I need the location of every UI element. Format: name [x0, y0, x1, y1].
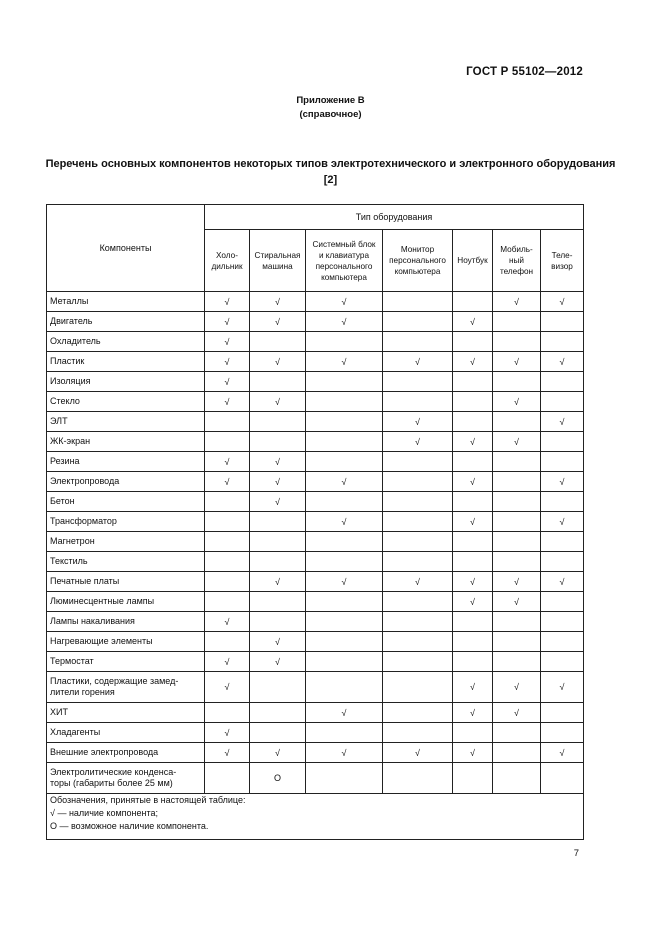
mark-cell: √ — [453, 352, 493, 372]
mark-cell: √ — [453, 743, 493, 763]
mark-cell — [383, 392, 453, 412]
mark-cell: √ — [205, 292, 250, 312]
component-name: ЖК-экран — [47, 432, 205, 452]
component-name: Текстиль — [47, 552, 205, 572]
mark-cell — [541, 552, 584, 572]
component-name: Лампы накаливания — [47, 612, 205, 632]
mark-cell: √ — [250, 652, 306, 672]
mark-cell — [493, 472, 541, 492]
table-row — [47, 763, 584, 794]
mark-cell: √ — [383, 572, 453, 592]
mark-cell — [493, 612, 541, 632]
component-name: Хладагенты — [47, 723, 205, 743]
mark-cell — [306, 392, 383, 412]
mark-cell: √ — [205, 392, 250, 412]
mark-cell — [205, 512, 250, 532]
mark-cell — [383, 552, 453, 572]
table-row — [47, 723, 584, 743]
mark-cell — [541, 532, 584, 552]
mark-cell — [205, 492, 250, 512]
mark-cell: √ — [541, 572, 584, 592]
mark-cell — [453, 723, 493, 743]
mark-cell — [383, 763, 453, 794]
mark-cell — [453, 332, 493, 352]
mark-cell — [493, 492, 541, 512]
mark-cell: √ — [250, 352, 306, 372]
mark-cell — [541, 592, 584, 612]
mark-cell — [541, 632, 584, 652]
table-row — [47, 492, 584, 512]
mark-cell — [250, 672, 306, 703]
mark-cell — [383, 652, 453, 672]
mark-cell — [383, 632, 453, 652]
mark-cell: √ — [306, 352, 383, 372]
component-name: Резина — [47, 452, 205, 472]
mark-cell: √ — [250, 312, 306, 332]
legend-item-present: √ — наличие компонента; — [50, 808, 158, 818]
component-name: Электропровода — [47, 472, 205, 492]
mark-cell — [383, 723, 453, 743]
component-name: Люминесцентные лампы — [47, 592, 205, 612]
mark-cell — [493, 512, 541, 532]
mark-cell: √ — [383, 743, 453, 763]
component-name: Нагревающие элементы — [47, 632, 205, 652]
legend-title: Обозначения, принятые в настоящей таблице: — [50, 795, 246, 805]
mark-cell — [453, 392, 493, 412]
mark-cell: √ — [250, 292, 306, 312]
mark-cell — [306, 552, 383, 572]
mark-cell: √ — [205, 452, 250, 472]
mark-cell: √ — [453, 312, 493, 332]
mark-cell — [493, 372, 541, 392]
component-name: Охладитель — [47, 332, 205, 352]
mark-cell — [250, 703, 306, 723]
standard-number: ГОСТ Р 55102—2012 — [466, 66, 583, 78]
mark-cell — [250, 723, 306, 743]
mark-cell — [250, 432, 306, 452]
mark-cell — [383, 452, 453, 472]
mark-cell — [383, 492, 453, 512]
components-header: Компоненты — [47, 205, 205, 292]
mark-cell — [205, 763, 250, 794]
component-name: Металлы — [47, 292, 205, 312]
table-row — [47, 612, 584, 632]
mark-cell: √ — [453, 432, 493, 452]
mark-cell — [383, 532, 453, 552]
mark-cell: √ — [306, 512, 383, 532]
component-name: Печатные платы — [47, 572, 205, 592]
mark-cell — [453, 412, 493, 432]
mark-cell — [541, 452, 584, 472]
mark-cell — [541, 392, 584, 412]
mark-cell: √ — [541, 672, 584, 703]
mark-cell — [383, 292, 453, 312]
mark-cell — [493, 652, 541, 672]
component-name: Внешние электропровода — [47, 743, 205, 763]
mark-cell — [306, 532, 383, 552]
component-name: Бетон — [47, 492, 205, 512]
mark-cell — [541, 372, 584, 392]
mark-cell: √ — [306, 743, 383, 763]
mark-cell: √ — [205, 612, 250, 632]
mark-cell: √ — [205, 332, 250, 352]
table-row — [47, 552, 584, 572]
mark-cell: √ — [205, 472, 250, 492]
component-name: ХИТ — [47, 703, 205, 723]
mark-cell — [205, 632, 250, 652]
mark-cell — [383, 332, 453, 352]
mark-cell: √ — [453, 672, 493, 703]
mark-cell: √ — [383, 432, 453, 452]
table-row — [47, 703, 584, 723]
mark-cell — [493, 412, 541, 432]
component-name: Трансформатор — [47, 512, 205, 532]
mark-cell — [453, 612, 493, 632]
component-name: Магнетрон — [47, 532, 205, 552]
table-row — [47, 743, 584, 763]
mark-cell — [493, 743, 541, 763]
mark-cell: √ — [493, 703, 541, 723]
mark-cell — [541, 492, 584, 512]
mark-cell: √ — [453, 592, 493, 612]
mark-cell: √ — [453, 572, 493, 592]
mark-cell: √ — [205, 723, 250, 743]
mark-cell: √ — [541, 512, 584, 532]
component-name: Двигатель — [47, 312, 205, 332]
mark-cell — [306, 763, 383, 794]
table-row — [47, 632, 584, 652]
mark-cell: √ — [205, 372, 250, 392]
table-row — [47, 312, 584, 332]
column-header: Мобиль- ный телефон — [493, 230, 541, 292]
mark-cell: √ — [493, 392, 541, 412]
appendix-title: Приложение В — [296, 95, 365, 106]
mark-cell — [306, 592, 383, 612]
table-row — [47, 672, 584, 703]
mark-cell — [306, 612, 383, 632]
column-header: Системный блок и клавиатура персонального компьютера — [306, 230, 383, 292]
mark-cell: √ — [493, 352, 541, 372]
mark-cell: √ — [306, 292, 383, 312]
mark-cell: √ — [383, 412, 453, 432]
mark-cell — [250, 612, 306, 632]
mark-cell — [541, 763, 584, 794]
mark-cell — [383, 592, 453, 612]
mark-cell — [541, 723, 584, 743]
table-row — [47, 532, 584, 552]
column-header: Монитор персонального компьютера — [383, 230, 453, 292]
mark-cell: √ — [306, 703, 383, 723]
mark-cell — [453, 652, 493, 672]
mark-cell: √ — [541, 743, 584, 763]
mark-cell: √ — [306, 472, 383, 492]
mark-cell — [453, 292, 493, 312]
mark-cell — [493, 763, 541, 794]
mark-cell — [493, 552, 541, 572]
mark-cell: √ — [493, 292, 541, 312]
mark-cell — [383, 472, 453, 492]
mark-cell — [453, 452, 493, 472]
mark-cell: √ — [453, 512, 493, 532]
components-table — [46, 204, 584, 840]
column-header: Стиральная машина — [250, 230, 306, 292]
mark-cell — [250, 412, 306, 432]
mark-cell: √ — [205, 312, 250, 332]
table-row — [47, 392, 584, 412]
mark-cell — [453, 372, 493, 392]
component-name: Изоляция — [47, 372, 205, 392]
appendix-heading — [0, 94, 661, 122]
mark-cell — [541, 703, 584, 723]
appendix-subtitle: (справочное) — [299, 109, 362, 120]
mark-cell — [205, 552, 250, 572]
mark-cell — [205, 412, 250, 432]
component-name: ЭЛТ — [47, 412, 205, 432]
mark-cell — [250, 592, 306, 612]
mark-cell — [493, 632, 541, 652]
table-row — [47, 592, 584, 612]
mark-cell — [306, 412, 383, 432]
mark-cell: √ — [306, 312, 383, 332]
mark-cell — [493, 312, 541, 332]
column-header: Холо- дильник — [205, 230, 250, 292]
mark-cell: √ — [250, 632, 306, 652]
mark-cell: √ — [250, 392, 306, 412]
legend-notes — [47, 794, 584, 840]
mark-cell — [541, 332, 584, 352]
mark-cell — [205, 532, 250, 552]
mark-cell — [306, 672, 383, 703]
equipment-type-header: Тип оборудования — [205, 205, 584, 230]
column-header: Ноутбук — [453, 230, 493, 292]
mark-cell — [306, 372, 383, 392]
mark-cell — [205, 592, 250, 612]
mark-cell: √ — [453, 703, 493, 723]
table-row — [47, 512, 584, 532]
mark-cell — [306, 652, 383, 672]
mark-cell — [493, 723, 541, 743]
mark-cell — [383, 703, 453, 723]
mark-cell — [250, 332, 306, 352]
table-row — [47, 452, 584, 472]
mark-cell: √ — [205, 743, 250, 763]
table-row — [47, 372, 584, 392]
mark-cell — [205, 703, 250, 723]
component-name: Пластики, содержащие замед- лители горения — [47, 672, 205, 703]
mark-cell: √ — [493, 672, 541, 703]
mark-cell: √ — [306, 572, 383, 592]
mark-cell — [250, 512, 306, 532]
table-row — [47, 332, 584, 352]
mark-cell: √ — [250, 572, 306, 592]
mark-cell: √ — [250, 472, 306, 492]
mark-cell: √ — [205, 672, 250, 703]
mark-cell — [306, 332, 383, 352]
mark-cell — [453, 632, 493, 652]
mark-cell — [541, 432, 584, 452]
mark-cell — [383, 612, 453, 632]
mark-cell — [306, 632, 383, 652]
component-name: Термостат — [47, 652, 205, 672]
mark-cell: √ — [493, 592, 541, 612]
mark-cell: √ — [493, 432, 541, 452]
mark-cell — [383, 512, 453, 532]
legend-item-possible: О — возможное наличие компонента. — [50, 821, 209, 831]
page-number: 7 — [573, 848, 579, 859]
mark-cell: √ — [250, 492, 306, 512]
mark-cell: √ — [383, 352, 453, 372]
mark-cell — [541, 612, 584, 632]
mark-cell — [541, 312, 584, 332]
mark-cell — [453, 763, 493, 794]
table-row — [47, 412, 584, 432]
mark-cell: О — [250, 763, 306, 794]
table-row — [47, 292, 584, 312]
mark-cell: √ — [453, 472, 493, 492]
mark-cell — [250, 532, 306, 552]
mark-cell: √ — [250, 743, 306, 763]
table-row — [47, 472, 584, 492]
mark-cell — [453, 492, 493, 512]
mark-cell — [453, 552, 493, 572]
mark-cell: √ — [250, 452, 306, 472]
mark-cell — [383, 312, 453, 332]
mark-cell: √ — [493, 572, 541, 592]
mark-cell — [453, 532, 493, 552]
mark-cell: √ — [205, 352, 250, 372]
mark-cell: √ — [205, 652, 250, 672]
component-name: Пластик — [47, 352, 205, 372]
mark-cell: √ — [541, 352, 584, 372]
mark-cell — [493, 452, 541, 472]
mark-cell — [493, 332, 541, 352]
component-name: Стекло — [47, 392, 205, 412]
mark-cell — [205, 432, 250, 452]
mark-cell — [306, 432, 383, 452]
mark-cell — [306, 452, 383, 472]
mark-cell — [250, 552, 306, 572]
mark-cell — [306, 723, 383, 743]
column-header: Теле- визор — [541, 230, 584, 292]
mark-cell — [541, 652, 584, 672]
mark-cell — [383, 672, 453, 703]
mark-cell: √ — [541, 412, 584, 432]
mark-cell: √ — [541, 472, 584, 492]
mark-cell — [493, 532, 541, 552]
mark-cell — [250, 372, 306, 392]
table-row — [47, 352, 584, 372]
mark-cell: √ — [541, 292, 584, 312]
document-title: Перечень основных компонентов некоторых типов электротехнического и электронного оборудования [2] — [45, 158, 616, 186]
table-row — [47, 572, 584, 592]
mark-cell — [383, 372, 453, 392]
table-row — [47, 432, 584, 452]
mark-cell — [205, 572, 250, 592]
table-row — [47, 652, 584, 672]
mark-cell — [306, 492, 383, 512]
component-name: Электролитические конденса- торы (габариты более 25 мм) — [47, 763, 205, 794]
